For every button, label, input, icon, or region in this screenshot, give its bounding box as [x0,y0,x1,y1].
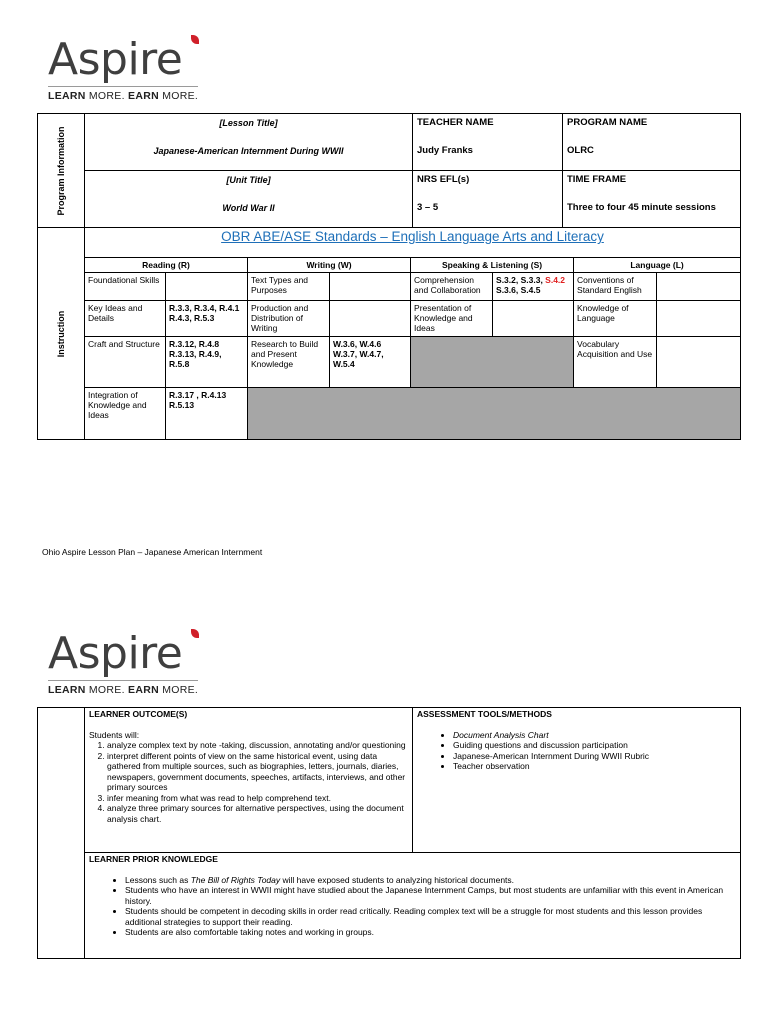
page-footer: Ohio Aspire Lesson Plan – Japanese American Internment [42,547,263,557]
list-item: 4. analyze three primary sources for alternative perspectives, using the document analysis chart. [107,803,408,824]
reading-label: Craft and Structure [85,337,166,388]
list-item: 2. interpret different points of view on the same historical event, using data gathered from multiple sources, such as biographies, letters, journals, diaries, newspapers, government documents, speeches, artifacts, interviews, and other primary sources [107,751,408,793]
list-item: • Students should be competent in decoding skills in order read critically. Reading complex text will be a struggle for most students and this lesson provides additional strategies to support their reading. [125,906,736,927]
empty-grey-cell [248,388,741,440]
outcomes-intro: Students will: [89,729,140,740]
list-item: • Document Analysis Chart [453,730,736,741]
lesson-title-cell: [Lesson Title] Japanese-American Internment During WWII [85,114,413,171]
nrs-cell: NRS EFL(s) 3 – 5 [413,171,563,228]
standards-grid [84,257,741,440]
unit-title-cell: [Unit Title] World War II [85,171,413,228]
learner-outcomes-cell [85,708,413,853]
speaking-label: Comprehension and Collaboration [411,273,493,301]
reading-codes [166,273,248,301]
prior-list [89,875,736,938]
list-item: • Students are also comfortable taking notes and working in groups. [125,927,736,938]
writing-codes: W.3.6, W.4.6 W.3.7, W.4.7, W.5.4 [330,337,411,388]
list-item: 3. infer meaning from what was read to help comprehend text. [107,793,408,804]
writing-codes [330,301,411,337]
lesson-info-table [37,113,741,440]
reading-codes: R.3.17 , R.4.13 R.5.13 [166,388,248,440]
list-item: • Japanese-American Internment During WWII Rubric [453,751,736,762]
instruction-side: Instruction [38,228,85,440]
writing-label: Text Types and Purposes [248,273,330,301]
logo-tagline: LEARN MORE. EARN MORE. [48,90,199,102]
assessment-list [417,730,736,772]
speaking-codes [493,301,574,337]
reading-codes: R.3.12, R.4.8 R.3.13, R.4.9, R.5.8 [166,337,248,388]
language-header: Language (L) [574,258,741,273]
aspire-logo [48,34,208,102]
logo-wordmark: Aspire [48,628,183,679]
writing-label: Research to Build and Present Knowledge [248,337,330,388]
writing-label: Production and Distribution of Writing [248,301,330,337]
language-label: Conventions of Standard English [574,273,657,301]
reading-header: Reading (R) [85,258,248,273]
teacher-cell: TEACHER NAME Judy Franks [413,114,563,171]
standards-title-link[interactable]: OBR ABE/ASE Standards – English Language Arts and Literacy [221,229,604,244]
empty-grey-cell [411,337,574,388]
logo-wordmark: Aspire [48,34,183,85]
list-item: • Teacher observation [453,761,736,772]
language-label: Knowledge of Language [574,301,657,337]
reading-label: Foundational Skills [85,273,166,301]
reading-label: Key Ideas and Details [85,301,166,337]
prior-title: LEARNER PRIOR KNOWLEDGE [89,854,218,864]
outcomes-list [89,740,408,824]
speaking-label: Presentation of Knowledge and Ideas [411,301,493,337]
list-item: 1. analyze complex text by note -taking, discussion, annotating and/or questioning [107,740,408,751]
program-cell: PROGRAM NAME OLRC [563,114,741,171]
time-frame-cell: TIME FRAME Three to four 45 minute sessions [563,171,741,228]
reading-codes: R.3.3, R.3.4, R.4.1 R.4.3, R.5.3 [166,301,248,337]
prior-knowledge-cell [85,853,741,959]
language-codes [657,337,741,388]
assessment-cell [413,708,741,853]
language-codes [657,301,741,337]
list-item: • Students who have an interest in WWII might have studied about the Japanese Internment Camps, but most students are unfamiliar with this event in American history. [125,885,736,906]
learner-side [38,708,85,959]
logo-leaf-icon [191,35,199,44]
writing-codes [330,273,411,301]
program-info-side: Program Information [38,114,85,228]
reading-label: Integration of Knowledge and Ideas [85,388,166,440]
language-label: Vocabulary Acquisition and Use [574,337,657,388]
speaking-header: Speaking & Listening (S) [411,258,574,273]
outcomes-title: LEARNER OUTCOME(S) [89,709,188,719]
language-codes [657,273,741,301]
logo-tagline: LEARN MORE. EARN MORE. [48,684,199,696]
list-item: • Guiding questions and discussion participation [453,740,736,751]
list-item: • Lessons such as The Bill of Rights Today will have exposed students to analyzing historical documents. [125,875,736,886]
aspire-logo [48,628,208,696]
assessment-title: ASSESSMENT TOOLS/METHODS [417,709,552,719]
speaking-codes: S.3.2, S.3.3, S.4.2 S.3.6, S.4.5 [493,273,574,301]
writing-header: Writing (W) [248,258,411,273]
logo-leaf-icon [191,629,199,638]
learner-table [37,707,741,959]
